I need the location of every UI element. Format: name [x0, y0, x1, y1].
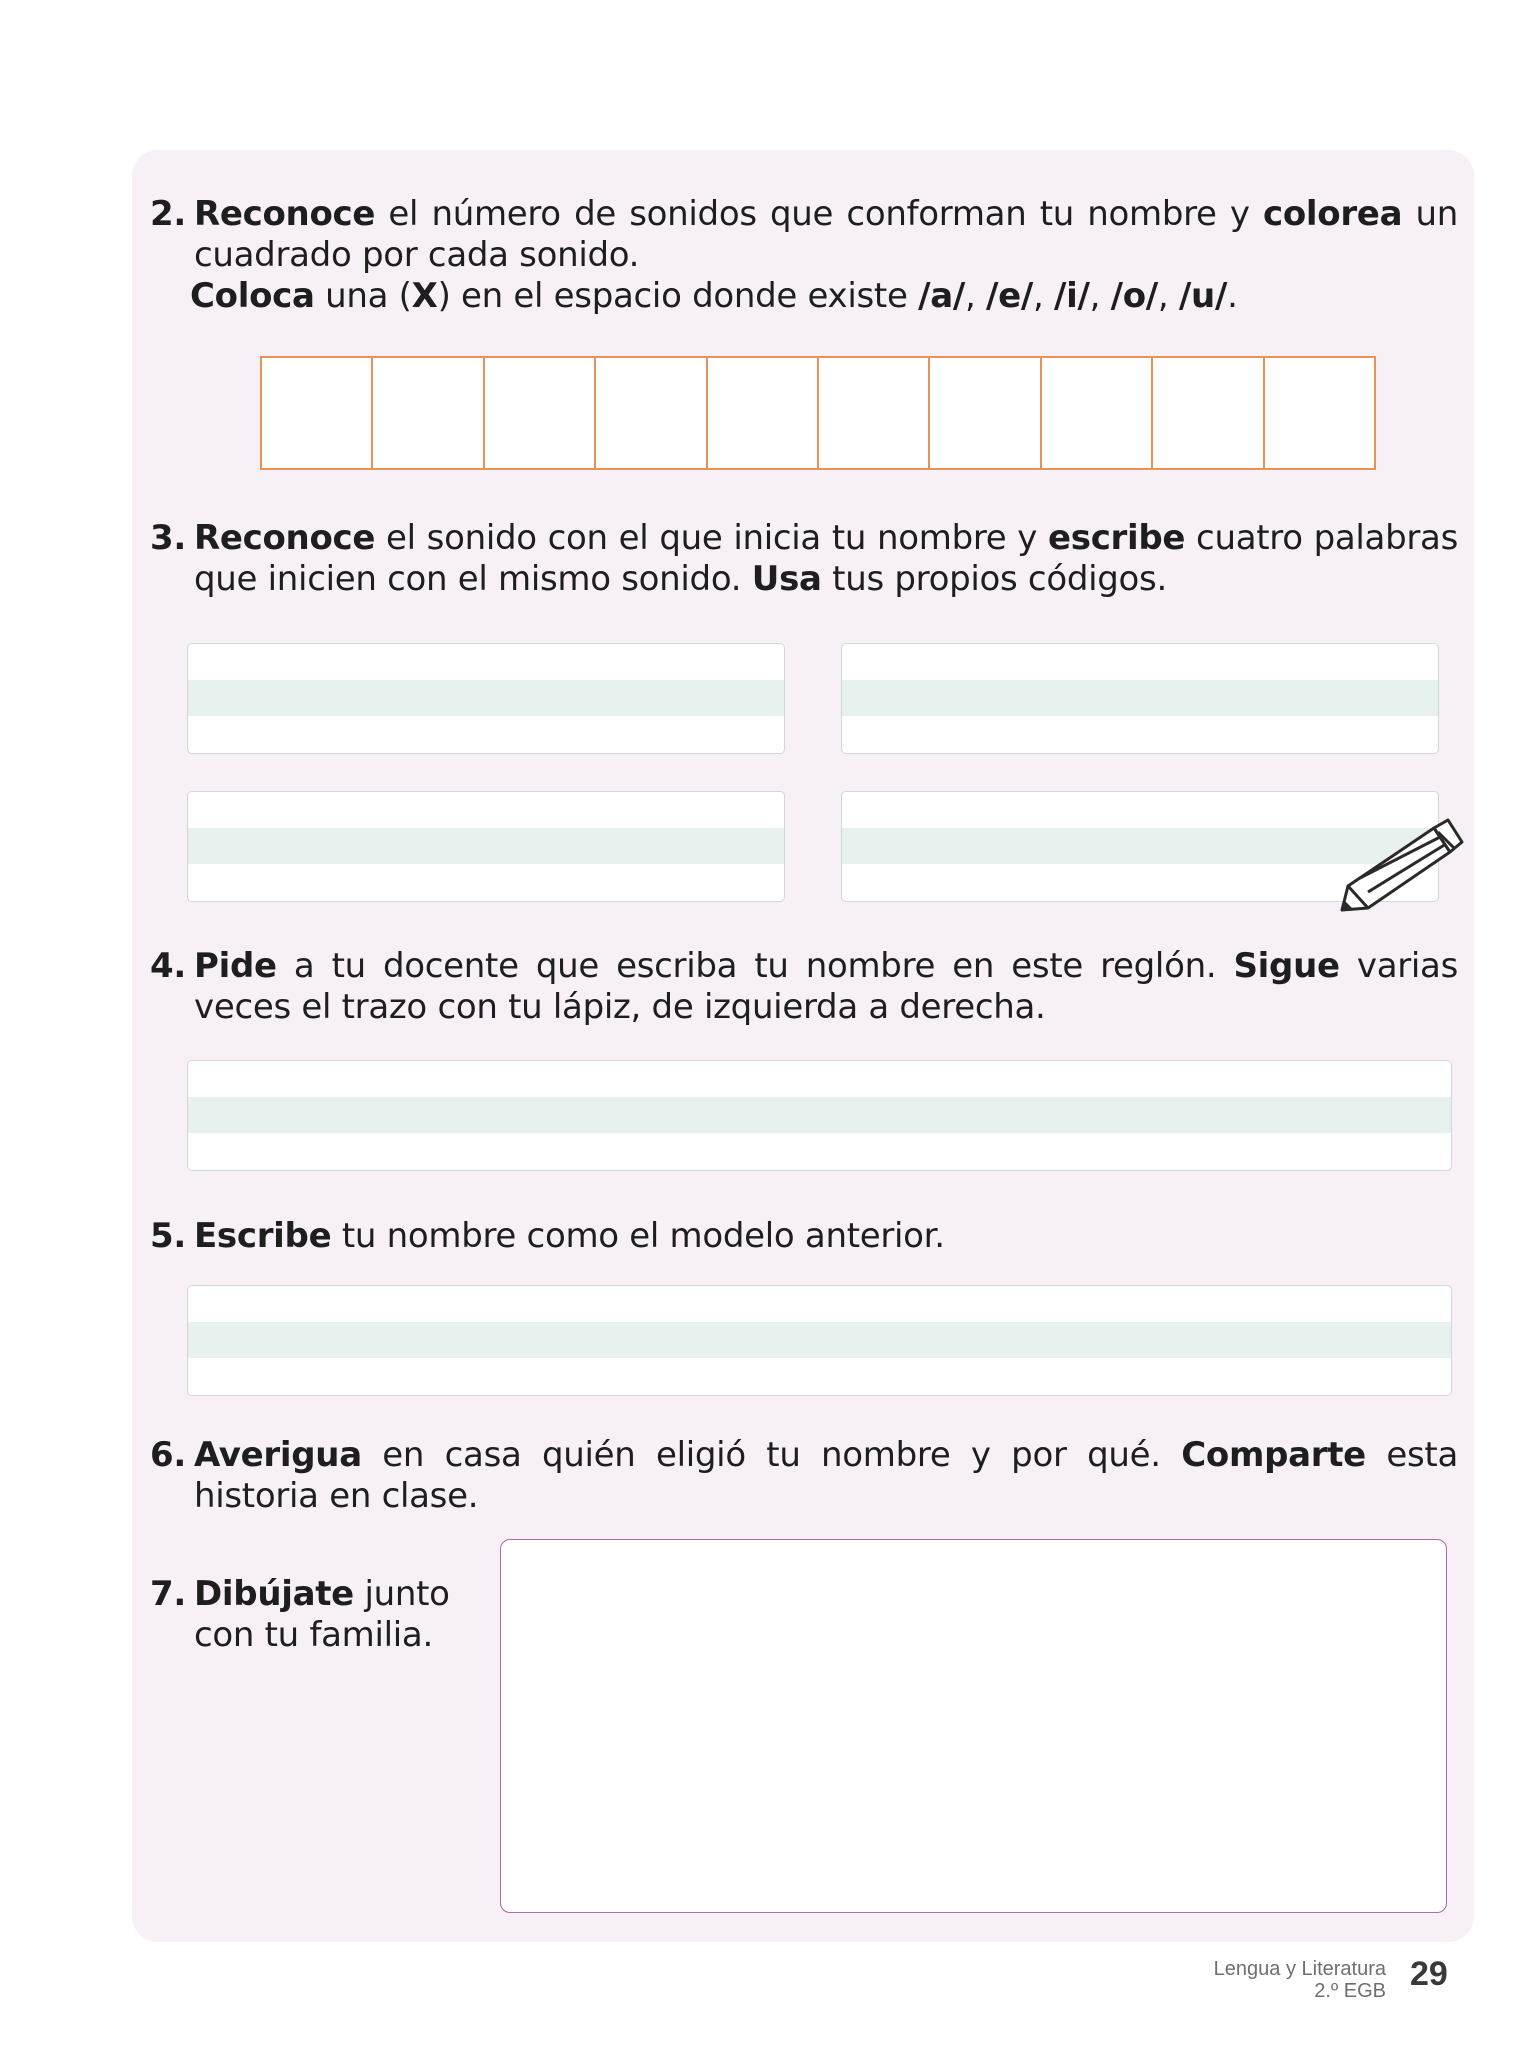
activity-6 [150, 1435, 1458, 1517]
activity-3 [150, 518, 1458, 600]
activity-5-instruction: Escribe tu nombre como el modelo anterior. [194, 1216, 945, 1256]
sound-box[interactable] [1265, 358, 1374, 468]
guide-band [842, 680, 1438, 716]
guide-band [188, 680, 784, 716]
guide-band [188, 1097, 1451, 1133]
activity-7 [150, 1574, 450, 1656]
activity-number: 7. [150, 1574, 186, 1614]
activity-7-instruction: Dibújate junto con tu familia. [194, 1574, 450, 1655]
activity-2 [150, 194, 1458, 317]
footer-subject: Lengua y Literatura 2.º EGB [1213, 1958, 1386, 2002]
activity-2-second-instruction: Coloca una (X) en el espacio donde existe /a/, /e/, /i/, /o/, /u/. [190, 276, 1238, 316]
sound-box[interactable] [1042, 358, 1153, 468]
sound-box[interactable] [485, 358, 596, 468]
writing-line-word-3[interactable] [187, 791, 785, 902]
sound-boxes-grid [260, 356, 1376, 470]
activity-number: 6. [150, 1435, 186, 1475]
sound-box[interactable] [373, 358, 484, 468]
family-drawing-area[interactable] [500, 1539, 1447, 1913]
guide-band [188, 828, 784, 864]
pencil-icon [1338, 816, 1466, 912]
writing-line-word-2[interactable] [841, 643, 1439, 754]
activity-number: 2. [150, 194, 186, 234]
activity-3-instruction: Reconoce el sonido con el que inicia tu nombre y escribe cuatro palabras que inicien con el mismo sonido. Usa tus propios códigos. [194, 518, 1458, 599]
writing-line-word-1[interactable] [187, 643, 785, 754]
sound-box[interactable] [930, 358, 1041, 468]
activity-5 [150, 1216, 1458, 1257]
activity-number: 5. [150, 1216, 186, 1256]
name-tracing-line[interactable] [187, 1060, 1452, 1171]
sound-box[interactable] [262, 358, 373, 468]
sound-box[interactable] [1153, 358, 1264, 468]
name-writing-line[interactable] [187, 1285, 1452, 1396]
activity-2-instruction: Reconoce el número de sonidos que conforman tu nombre y colorea un cuadrado por cada sonido. [194, 194, 1458, 275]
guide-band [188, 1322, 1451, 1358]
sound-box[interactable] [596, 358, 707, 468]
activity-number: 4. [150, 946, 186, 986]
activity-4-instruction: Pide a tu docente que escriba tu nombre en este reglón. Sigue varias veces el trazo con tu lápiz, de izquierda a derecha. [194, 946, 1459, 1027]
activity-6-instruction: Averigua en casa quién eligió tu nombre y por qué. Comparte esta historia en clase. [194, 1435, 1458, 1516]
sound-box[interactable] [708, 358, 819, 468]
activity-4 [150, 946, 1458, 1028]
sound-box[interactable] [819, 358, 930, 468]
activity-number: 3. [150, 518, 186, 558]
page-number: 29 [1410, 1955, 1448, 1993]
